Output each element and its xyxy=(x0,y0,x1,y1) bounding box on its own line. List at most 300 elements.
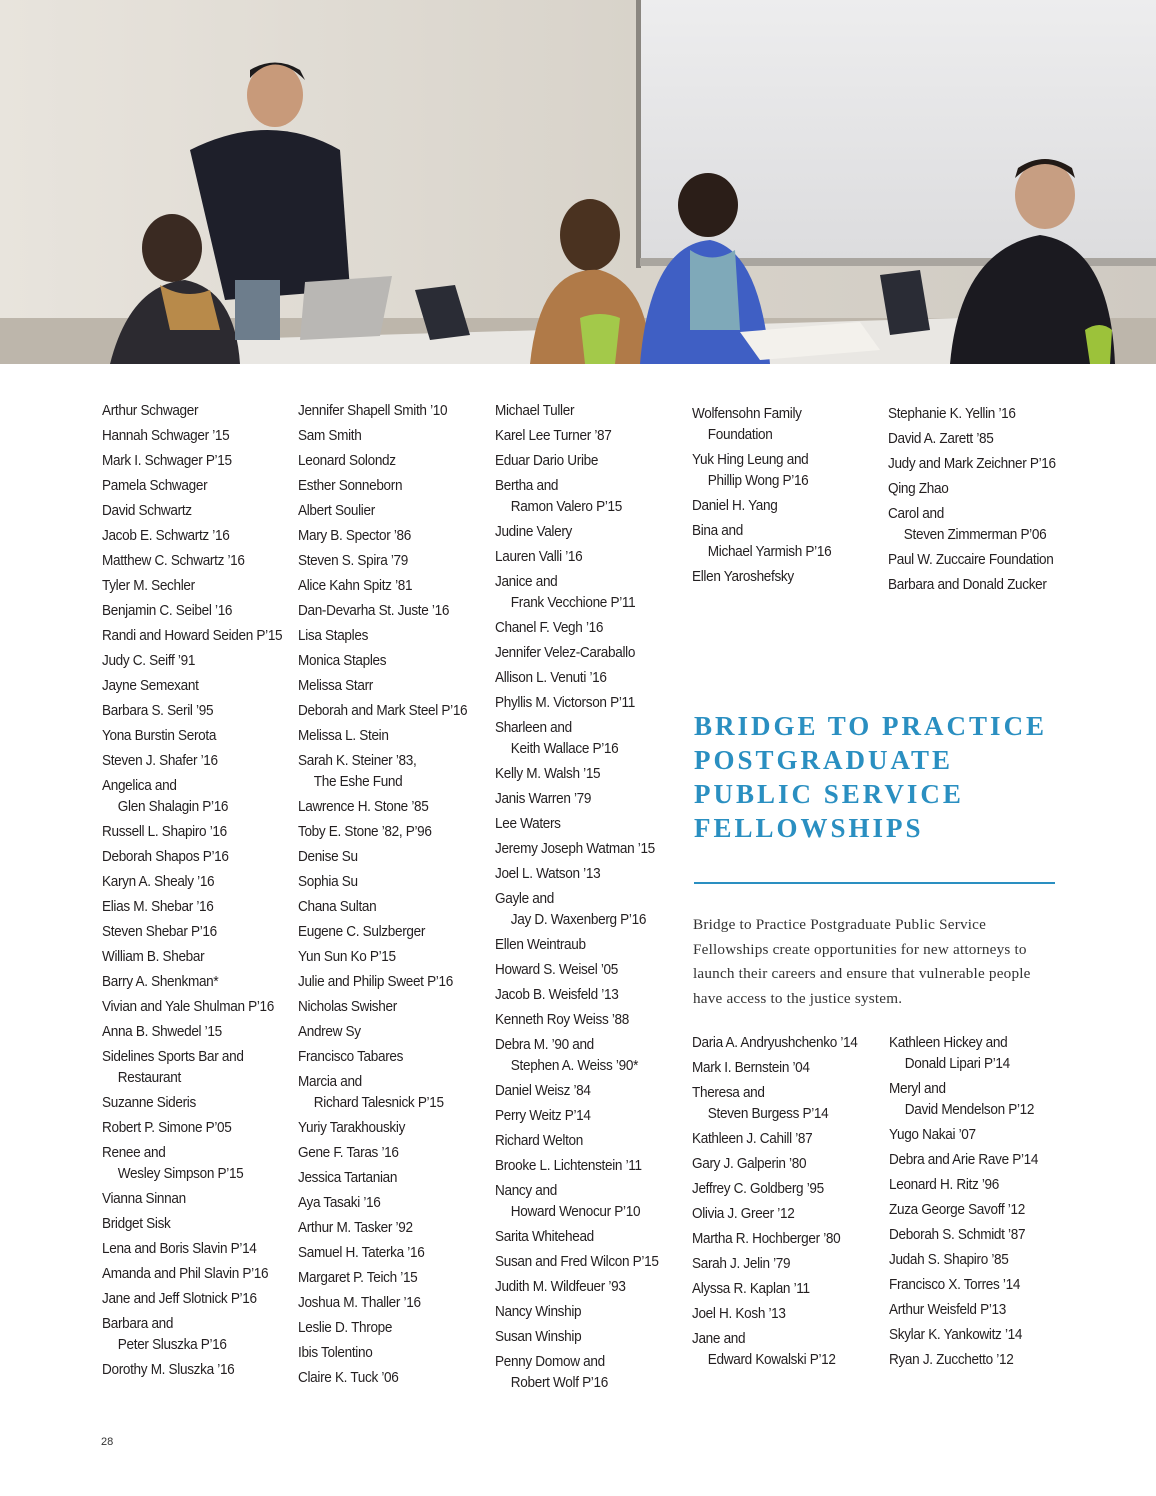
donor-entry xyxy=(298,1318,475,1339)
donor-entry xyxy=(495,889,672,931)
donor-name-line: Brooke L. Lichtenstein ’11 xyxy=(495,1158,642,1174)
donor-name-line: Yuriy Tarakhouskiy xyxy=(298,1120,406,1136)
donor-name-line: Dan-Devarha St. Juste ’16 xyxy=(298,603,450,619)
donor-name-line: Karel Lee Turner ’87 xyxy=(495,428,612,444)
donor-name-continuation: Frank Vecchione P’11 xyxy=(510,595,636,611)
donor-name-line: Karyn A. Shealy ’16 xyxy=(102,874,215,890)
donor-name-line: Steven J. Shafer ’16 xyxy=(102,753,218,769)
donor-name-continuation: Howard Wenocur P’10 xyxy=(510,1204,641,1220)
donor-name-continuation: Glen Shalagin P’16 xyxy=(117,799,229,815)
donor-name-line: Angelica and xyxy=(102,778,177,794)
donor-name-line: Francisco Tabares xyxy=(298,1049,404,1065)
donor-entry xyxy=(102,1118,279,1139)
donor-entry xyxy=(298,576,475,597)
donor-entry xyxy=(298,1118,475,1139)
donor-name-line: Margaret P. Teich ’15 xyxy=(298,1270,418,1286)
donor-name-line: Lisa Staples xyxy=(298,628,369,644)
fellowships-heading: BRIDGE TO PRACTICE POSTGRADUATE PUBLIC SERVICE FELLOWSHIPS xyxy=(694,711,1048,843)
donor-entry xyxy=(495,426,672,447)
donor-entry xyxy=(692,521,869,563)
donor-name-line: Nicholas Swisher xyxy=(298,999,397,1015)
donor-name-line: Steven S. Spira ’79 xyxy=(298,553,409,569)
donor-name-line: Denise Su xyxy=(298,849,358,865)
donor-name-line: Judy C. Seiff ’91 xyxy=(102,653,196,669)
donor-name-line: Barbara S. Seril ’95 xyxy=(102,703,214,719)
donor-entry xyxy=(888,575,1065,596)
donor-name-line: Deborah and Mark Steel P’16 xyxy=(298,703,468,719)
donor-entry xyxy=(692,1058,869,1079)
donor-name-line: Barbara and Donald Zucker xyxy=(888,577,1047,593)
donor-entry xyxy=(102,526,279,547)
donor-entry xyxy=(102,1047,279,1089)
donor-entry xyxy=(102,972,279,993)
donor-entry xyxy=(495,401,672,422)
donor-name-line: William B. Shebar xyxy=(102,949,205,965)
donor-entry xyxy=(495,718,672,760)
donor-name-line: Phyllis M. Victorson P’11 xyxy=(495,695,635,711)
donor-entry xyxy=(298,651,475,672)
donor-entry xyxy=(298,872,475,893)
donor-name-line: Daniel H. Yang xyxy=(692,498,778,514)
donor-entry xyxy=(495,839,672,860)
donor-entry xyxy=(888,550,1065,571)
donor-column-5 xyxy=(888,404,1078,600)
fellowships-intro: Bridge to Practice Postgraduate Public Service Fellowships create opportunities for new attorneys to launch their careers and ensure that vulnerable people have access to the justice system. xyxy=(693,916,1031,1007)
donor-name-line: Esther Sonneborn xyxy=(298,478,403,494)
donor-name-line: Gayle and xyxy=(495,891,554,907)
donor-name-line: Elias M. Shebar ’16 xyxy=(102,899,214,915)
donor-name-line: Yugo Nakai ’07 xyxy=(889,1127,976,1143)
donor-entry xyxy=(102,947,279,968)
donor-entry xyxy=(298,501,475,522)
donor-name-continuation: Ramon Valero P’15 xyxy=(510,499,622,515)
donor-name-line: Martha R. Hochberger ’80 xyxy=(692,1231,841,1247)
donor-entry xyxy=(889,1325,1066,1346)
donor-name-line: Matthew C. Schwartz ’16 xyxy=(102,553,245,569)
donor-entry xyxy=(495,1352,672,1394)
donor-entry xyxy=(692,404,869,446)
donor-name-line: Bridget Sisk xyxy=(102,1216,171,1232)
donor-entry xyxy=(102,1189,279,1210)
donor-entry xyxy=(102,1143,279,1185)
donor-name-line: Ellen Yaroshefsky xyxy=(692,569,794,585)
donor-name-line: Steven Shebar P’16 xyxy=(102,924,217,940)
donor-name-line: Lee Waters xyxy=(495,816,561,832)
donor-entry xyxy=(298,401,475,422)
donor-entry xyxy=(102,1289,279,1310)
donor-entry xyxy=(298,726,475,747)
donor-name-line: Deborah S. Schmidt ’87 xyxy=(889,1227,1026,1243)
donor-name-line: Yun Sun Ko P’15 xyxy=(298,949,396,965)
donor-entry xyxy=(495,1302,672,1323)
donor-name-line: Carol and xyxy=(888,506,944,522)
donor-name-line: Judine Valery xyxy=(495,524,573,540)
donor-entry xyxy=(298,972,475,993)
donor-entry xyxy=(102,1264,279,1285)
donor-name-line: Gene F. Taras ’16 xyxy=(298,1145,399,1161)
donor-name-line: Tyler M. Sechler xyxy=(102,578,195,594)
donor-name-line: Dorothy M. Sluszka ’16 xyxy=(102,1362,235,1378)
donor-entry xyxy=(889,1225,1066,1246)
donor-name-line: Susan and Fred Wilcon P’15 xyxy=(495,1254,659,1270)
donor-entry xyxy=(495,1181,672,1223)
donor-entry xyxy=(102,822,279,843)
donor-name-line: Olivia J. Greer ’12 xyxy=(692,1206,795,1222)
donor-entry xyxy=(298,1343,475,1364)
donor-name-line: Jacob B. Weisfeld ’13 xyxy=(495,987,619,1003)
donor-name-line: Ibis Tolentino xyxy=(298,1345,373,1361)
donor-name-continuation: Michael Yarmish P’16 xyxy=(707,544,832,560)
donor-entry xyxy=(888,454,1065,475)
donor-entry xyxy=(102,997,279,1018)
donor-name-line: Francisco X. Torres ’14 xyxy=(889,1277,1021,1293)
donor-entry xyxy=(692,1329,869,1371)
donor-name-continuation: Edward Kowalski P’12 xyxy=(707,1352,836,1368)
donor-entry xyxy=(298,1293,475,1314)
donor-name-line: Jennifer Velez-Caraballo xyxy=(495,645,636,661)
donor-entry xyxy=(495,1227,672,1248)
donor-entry xyxy=(495,985,672,1006)
donor-name-line: Alice Kahn Spitz ’81 xyxy=(298,578,413,594)
donor-entry xyxy=(298,797,475,818)
donor-entry xyxy=(298,476,475,497)
donor-name-line: Vivian and Yale Shulman P’16 xyxy=(102,999,274,1015)
donor-entry xyxy=(102,426,279,447)
donor-entry xyxy=(298,1168,475,1189)
donor-entry xyxy=(298,1218,475,1239)
donor-entry xyxy=(102,1360,279,1381)
donor-name-line: Janis Warren ’79 xyxy=(495,791,592,807)
donor-name-line: Mark I. Schwager P’15 xyxy=(102,453,232,469)
donor-entry xyxy=(102,401,279,422)
donor-entry xyxy=(888,504,1065,546)
donor-name-line: Yona Burstin Serota xyxy=(102,728,217,744)
donor-entry xyxy=(889,1350,1066,1371)
donor-entry xyxy=(495,643,672,664)
donor-name-line: Benjamin C. Seibel ’16 xyxy=(102,603,233,619)
donor-entry xyxy=(298,1072,475,1114)
donor-entry xyxy=(298,451,475,472)
donor-name-line: Perry Weitz P’14 xyxy=(495,1108,591,1124)
donor-entry xyxy=(102,872,279,893)
donor-name-line: Gary J. Galperin ’80 xyxy=(692,1156,807,1172)
donor-name-line: Leonard H. Ritz ’96 xyxy=(889,1177,1000,1193)
donor-entry xyxy=(889,1250,1066,1271)
donor-name-line: Sharleen and xyxy=(495,720,572,736)
donor-name-continuation: Restaurant xyxy=(117,1070,181,1086)
donor-entry xyxy=(102,1239,279,1260)
donor-name-continuation: Steven Zimmerman P’06 xyxy=(903,527,1047,543)
donor-entry xyxy=(692,1129,869,1150)
donor-entry xyxy=(298,847,475,868)
donor-entry xyxy=(692,567,869,588)
donor-name-line: Toby E. Stone ’82, P’96 xyxy=(298,824,432,840)
donor-entry xyxy=(692,1179,869,1200)
donor-name-continuation: Steven Burgess P’14 xyxy=(707,1106,829,1122)
donor-name-line: Suzanne Sideris xyxy=(102,1095,196,1111)
donor-name-line: Jeremy Joseph Watman ’15 xyxy=(495,841,655,857)
donor-name-line: Debra M. ’90 and xyxy=(495,1037,594,1053)
donor-entry xyxy=(889,1175,1066,1196)
donor-name-line: Pamela Schwager xyxy=(102,478,208,494)
donor-entry xyxy=(102,922,279,943)
donor-name-line: Robert P. Simone P’05 xyxy=(102,1120,232,1136)
donor-name-line: Monica Staples xyxy=(298,653,387,669)
donor-name-line: Joel L. Watson ’13 xyxy=(495,866,601,882)
donor-entry xyxy=(495,618,672,639)
donor-name-continuation: Donald Lipari P’14 xyxy=(904,1056,1010,1072)
donor-name-line: Melissa L. Stein xyxy=(298,728,389,744)
donor-entry xyxy=(495,864,672,885)
donor-entry xyxy=(495,1277,672,1298)
donor-entry xyxy=(889,1033,1066,1075)
donor-name-line: Barbara and xyxy=(102,1316,174,1332)
donor-entry xyxy=(495,814,672,835)
donor-name-continuation: Keith Wallace P’16 xyxy=(510,741,619,757)
donor-entry xyxy=(102,1022,279,1043)
donor-column-3 xyxy=(495,401,685,1398)
donor-name-line: Ellen Weintraub xyxy=(495,937,586,953)
donor-entry xyxy=(102,776,279,818)
donor-entry xyxy=(298,922,475,943)
donor-entry xyxy=(298,551,475,572)
donor-entry xyxy=(298,1368,475,1389)
donor-name-line: Barry A. Shenkman* xyxy=(102,974,219,990)
donor-name-line: Joel H. Kosh ’13 xyxy=(692,1306,786,1322)
donor-entry xyxy=(692,1254,869,1275)
donor-entry xyxy=(692,450,869,492)
donor-name-line: Bertha and xyxy=(495,478,559,494)
donor-entry xyxy=(888,429,1065,450)
donor-name-line: Jessica Tartanian xyxy=(298,1170,398,1186)
donor-name-line: Judy and Mark Zeichner P’16 xyxy=(888,456,1056,472)
donor-entry xyxy=(889,1300,1066,1321)
donor-entry xyxy=(495,1131,672,1152)
donor-entry xyxy=(298,997,475,1018)
donor-name-continuation: Foundation xyxy=(707,427,773,443)
donor-name-line: Meryl and xyxy=(889,1081,946,1097)
donor-name-line: Richard Welton xyxy=(495,1133,583,1149)
donor-name-line: Sarah J. Jelin ’79 xyxy=(692,1256,791,1272)
donor-name-line: Eduar Dario Uribe xyxy=(495,453,599,469)
donor-name-line: Leslie D. Thrope xyxy=(298,1320,393,1336)
donor-name-line: Michael Tuller xyxy=(495,403,575,419)
donor-entry xyxy=(298,1047,475,1068)
donor-entry xyxy=(692,496,869,517)
donor-name-line: Samuel H. Taterka ’16 xyxy=(298,1245,425,1261)
donor-entry xyxy=(495,668,672,689)
donor-name-line: Daria A. Andryushchenko ’14 xyxy=(692,1035,858,1051)
donor-name-line: Jacob E. Schwartz ’16 xyxy=(102,528,230,544)
donor-name-line: Randi and Howard Seiden P’15 xyxy=(102,628,283,644)
donor-entry xyxy=(102,651,279,672)
donor-entry xyxy=(495,476,672,518)
donor-name-line: Sarita Whitehead xyxy=(495,1229,594,1245)
donor-entry xyxy=(298,1193,475,1214)
donor-entry xyxy=(888,479,1065,500)
donor-name-line: Kenneth Roy Weiss ’88 xyxy=(495,1012,629,1028)
donor-entry xyxy=(298,897,475,918)
donor-name-continuation: Phillip Wong P’16 xyxy=(707,473,809,489)
donor-name-line: Nancy Winship xyxy=(495,1304,582,1320)
donor-name-line: Deborah Shapos P’16 xyxy=(102,849,229,865)
donor-name-line: Ryan J. Zucchetto ’12 xyxy=(889,1352,1014,1368)
donor-entry xyxy=(298,1243,475,1264)
donor-entry xyxy=(495,1252,672,1273)
donor-name-line: Leonard Solondz xyxy=(298,453,396,469)
donor-entry xyxy=(495,1327,672,1348)
donor-name-line: Lawrence H. Stone ’85 xyxy=(298,799,429,815)
donor-name-continuation: Jay D. Waxenberg P’16 xyxy=(510,912,647,928)
donor-name-continuation: Wesley Simpson P’15 xyxy=(117,1166,244,1182)
donor-name-line: Yuk Hing Leung and xyxy=(692,452,809,468)
donor-name-continuation: Peter Sluszka P’16 xyxy=(117,1337,227,1353)
donor-name-line: Albert Soulier xyxy=(298,503,375,519)
donor-name-line: Melissa Starr xyxy=(298,678,373,694)
donor-name-line: Vianna Sinnan xyxy=(102,1191,186,1207)
donor-name-line: Sidelines Sports Bar and xyxy=(102,1049,244,1065)
donor-entry xyxy=(102,1214,279,1235)
donor-name-line: Hannah Schwager ’15 xyxy=(102,428,230,444)
donor-entry xyxy=(495,693,672,714)
donor-name-line: Kelly M. Walsh ’15 xyxy=(495,766,601,782)
donor-name-line: Russell L. Shapiro ’16 xyxy=(102,824,227,840)
donor-entry xyxy=(495,572,672,614)
donor-entry xyxy=(692,1204,869,1225)
donor-name-line: Arthur Schwager xyxy=(102,403,199,419)
donor-entry xyxy=(298,1022,475,1043)
donor-name-line: Stephanie K. Yellin ’16 xyxy=(888,406,1016,422)
donor-entry xyxy=(495,1081,672,1102)
donor-entry xyxy=(495,451,672,472)
donor-entry xyxy=(102,451,279,472)
donor-name-line: Arthur Weisfeld P’13 xyxy=(889,1302,1006,1318)
donor-name-continuation: Richard Talesnick P’15 xyxy=(313,1095,444,1111)
donor-name-line: Wolfensohn Family xyxy=(692,406,802,422)
donor-name-line: Zuza George Savoff ’12 xyxy=(889,1202,1025,1218)
donor-name-line: Lena and Boris Slavin P’14 xyxy=(102,1241,257,1257)
donor-name-line: Daniel Weisz ’84 xyxy=(495,1083,591,1099)
donor-name-line: Debra and Arie Rave P’14 xyxy=(889,1152,1039,1168)
donor-name-line: Claire K. Tuck ’06 xyxy=(298,1370,399,1386)
donor-name-line: Andrew Sy xyxy=(298,1024,361,1040)
donor-entry xyxy=(692,1229,869,1250)
donor-name-line: Jane and Jeff Slotnick P’16 xyxy=(102,1291,257,1307)
donor-entry xyxy=(102,551,279,572)
donor-entry xyxy=(495,1106,672,1127)
donor-entry xyxy=(102,751,279,772)
donor-entry xyxy=(102,726,279,747)
donor-name-line: Skylar K. Yankowitz ’14 xyxy=(889,1327,1023,1343)
donor-name-line: Sarah K. Steiner ’83, xyxy=(298,753,417,769)
donor-entry xyxy=(298,947,475,968)
donor-name-line: Penny Domow and xyxy=(495,1354,605,1370)
donor-entry xyxy=(495,522,672,543)
donor-name-line: Judith M. Wildfeuer ’93 xyxy=(495,1279,626,1295)
donor-column-2 xyxy=(298,401,488,1393)
donor-column-1 xyxy=(102,401,292,1385)
donor-entry xyxy=(495,789,672,810)
donor-entry xyxy=(692,1279,869,1300)
donor-entry xyxy=(298,601,475,622)
donor-entry xyxy=(692,1304,869,1325)
heading-rule xyxy=(694,882,1055,884)
donor-name-line: Julie and Philip Sweet P’16 xyxy=(298,974,453,990)
donor-name-line: Howard S. Weisel ’05 xyxy=(495,962,618,978)
donor-name-line: Marcia and xyxy=(298,1074,362,1090)
donor-name-line: Anna B. Shwedel ’15 xyxy=(102,1024,222,1040)
donor-name-line: Amanda and Phil Slavin P’16 xyxy=(102,1266,269,1282)
page-number: 28 xyxy=(101,1436,114,1448)
donor-entry xyxy=(298,751,475,793)
donor-name-line: Jayne Semexant xyxy=(102,678,199,694)
donor-name-line: Judah S. Shapiro ’85 xyxy=(889,1252,1009,1268)
fellowship-donor-column-2 xyxy=(889,1033,1079,1375)
donor-entry xyxy=(102,676,279,697)
donor-entry xyxy=(102,1314,279,1356)
donor-name-line: David Schwartz xyxy=(102,503,192,519)
donor-entry xyxy=(495,1035,672,1077)
donor-entry xyxy=(692,1154,869,1175)
donor-column-4 xyxy=(692,404,882,592)
donor-name-line: Jeffrey C. Goldberg ’95 xyxy=(692,1181,824,1197)
donor-name-line: Arthur M. Tasker ’92 xyxy=(298,1220,413,1236)
donor-name-line: Aya Tasaki ’16 xyxy=(298,1195,381,1211)
donor-name-line: Kathleen Hickey and xyxy=(889,1035,1008,1051)
donor-name-line: Joshua M. Thaller ’16 xyxy=(298,1295,421,1311)
donor-entry xyxy=(889,1125,1066,1146)
donor-name-line: Allison L. Venuti ’16 xyxy=(495,670,607,686)
donor-name-line: Sam Smith xyxy=(298,428,362,444)
donor-entry xyxy=(298,526,475,547)
donor-entry xyxy=(495,1010,672,1031)
donor-name-continuation: Robert Wolf P’16 xyxy=(510,1375,608,1391)
donor-name-line: Eugene C. Sulzberger xyxy=(298,924,426,940)
donor-entry xyxy=(102,576,279,597)
donor-entry xyxy=(495,764,672,785)
donor-entry xyxy=(102,1093,279,1114)
donor-name-line: Chanel F. Vegh ’16 xyxy=(495,620,604,636)
donor-entry xyxy=(692,1083,869,1125)
donor-entry xyxy=(102,897,279,918)
donor-name-line: Jennifer Shapell Smith ’10 xyxy=(298,403,448,419)
donor-entry xyxy=(692,1033,869,1054)
donor-entry xyxy=(298,822,475,843)
donor-name-line: Bina and xyxy=(692,523,743,539)
donor-entry xyxy=(102,847,279,868)
donor-name-line: Susan Winship xyxy=(495,1329,582,1345)
donor-name-line: Theresa and xyxy=(692,1085,765,1101)
donor-name-line: David A. Zarett ’85 xyxy=(888,431,994,447)
donor-entry xyxy=(889,1200,1066,1221)
donor-name-line: Chana Sultan xyxy=(298,899,377,915)
header-photo xyxy=(0,0,1156,364)
donor-entry xyxy=(298,676,475,697)
donor-entry xyxy=(495,935,672,956)
donor-entry xyxy=(495,547,672,568)
donor-name-line: Paul W. Zuccaire Foundation xyxy=(888,552,1054,568)
donor-entry xyxy=(298,1268,475,1289)
donor-name-continuation: The Eshe Fund xyxy=(313,774,403,790)
donor-entry xyxy=(102,501,279,522)
donor-name-line: Mary B. Spector ’86 xyxy=(298,528,412,544)
donor-entry xyxy=(102,601,279,622)
donor-name-line: Qing Zhao xyxy=(888,481,949,497)
classroom-photo xyxy=(0,0,1156,364)
donor-name-continuation: David Mendelson P’12 xyxy=(904,1102,1035,1118)
donor-entry xyxy=(298,1143,475,1164)
donor-name-line: Nancy and xyxy=(495,1183,557,1199)
